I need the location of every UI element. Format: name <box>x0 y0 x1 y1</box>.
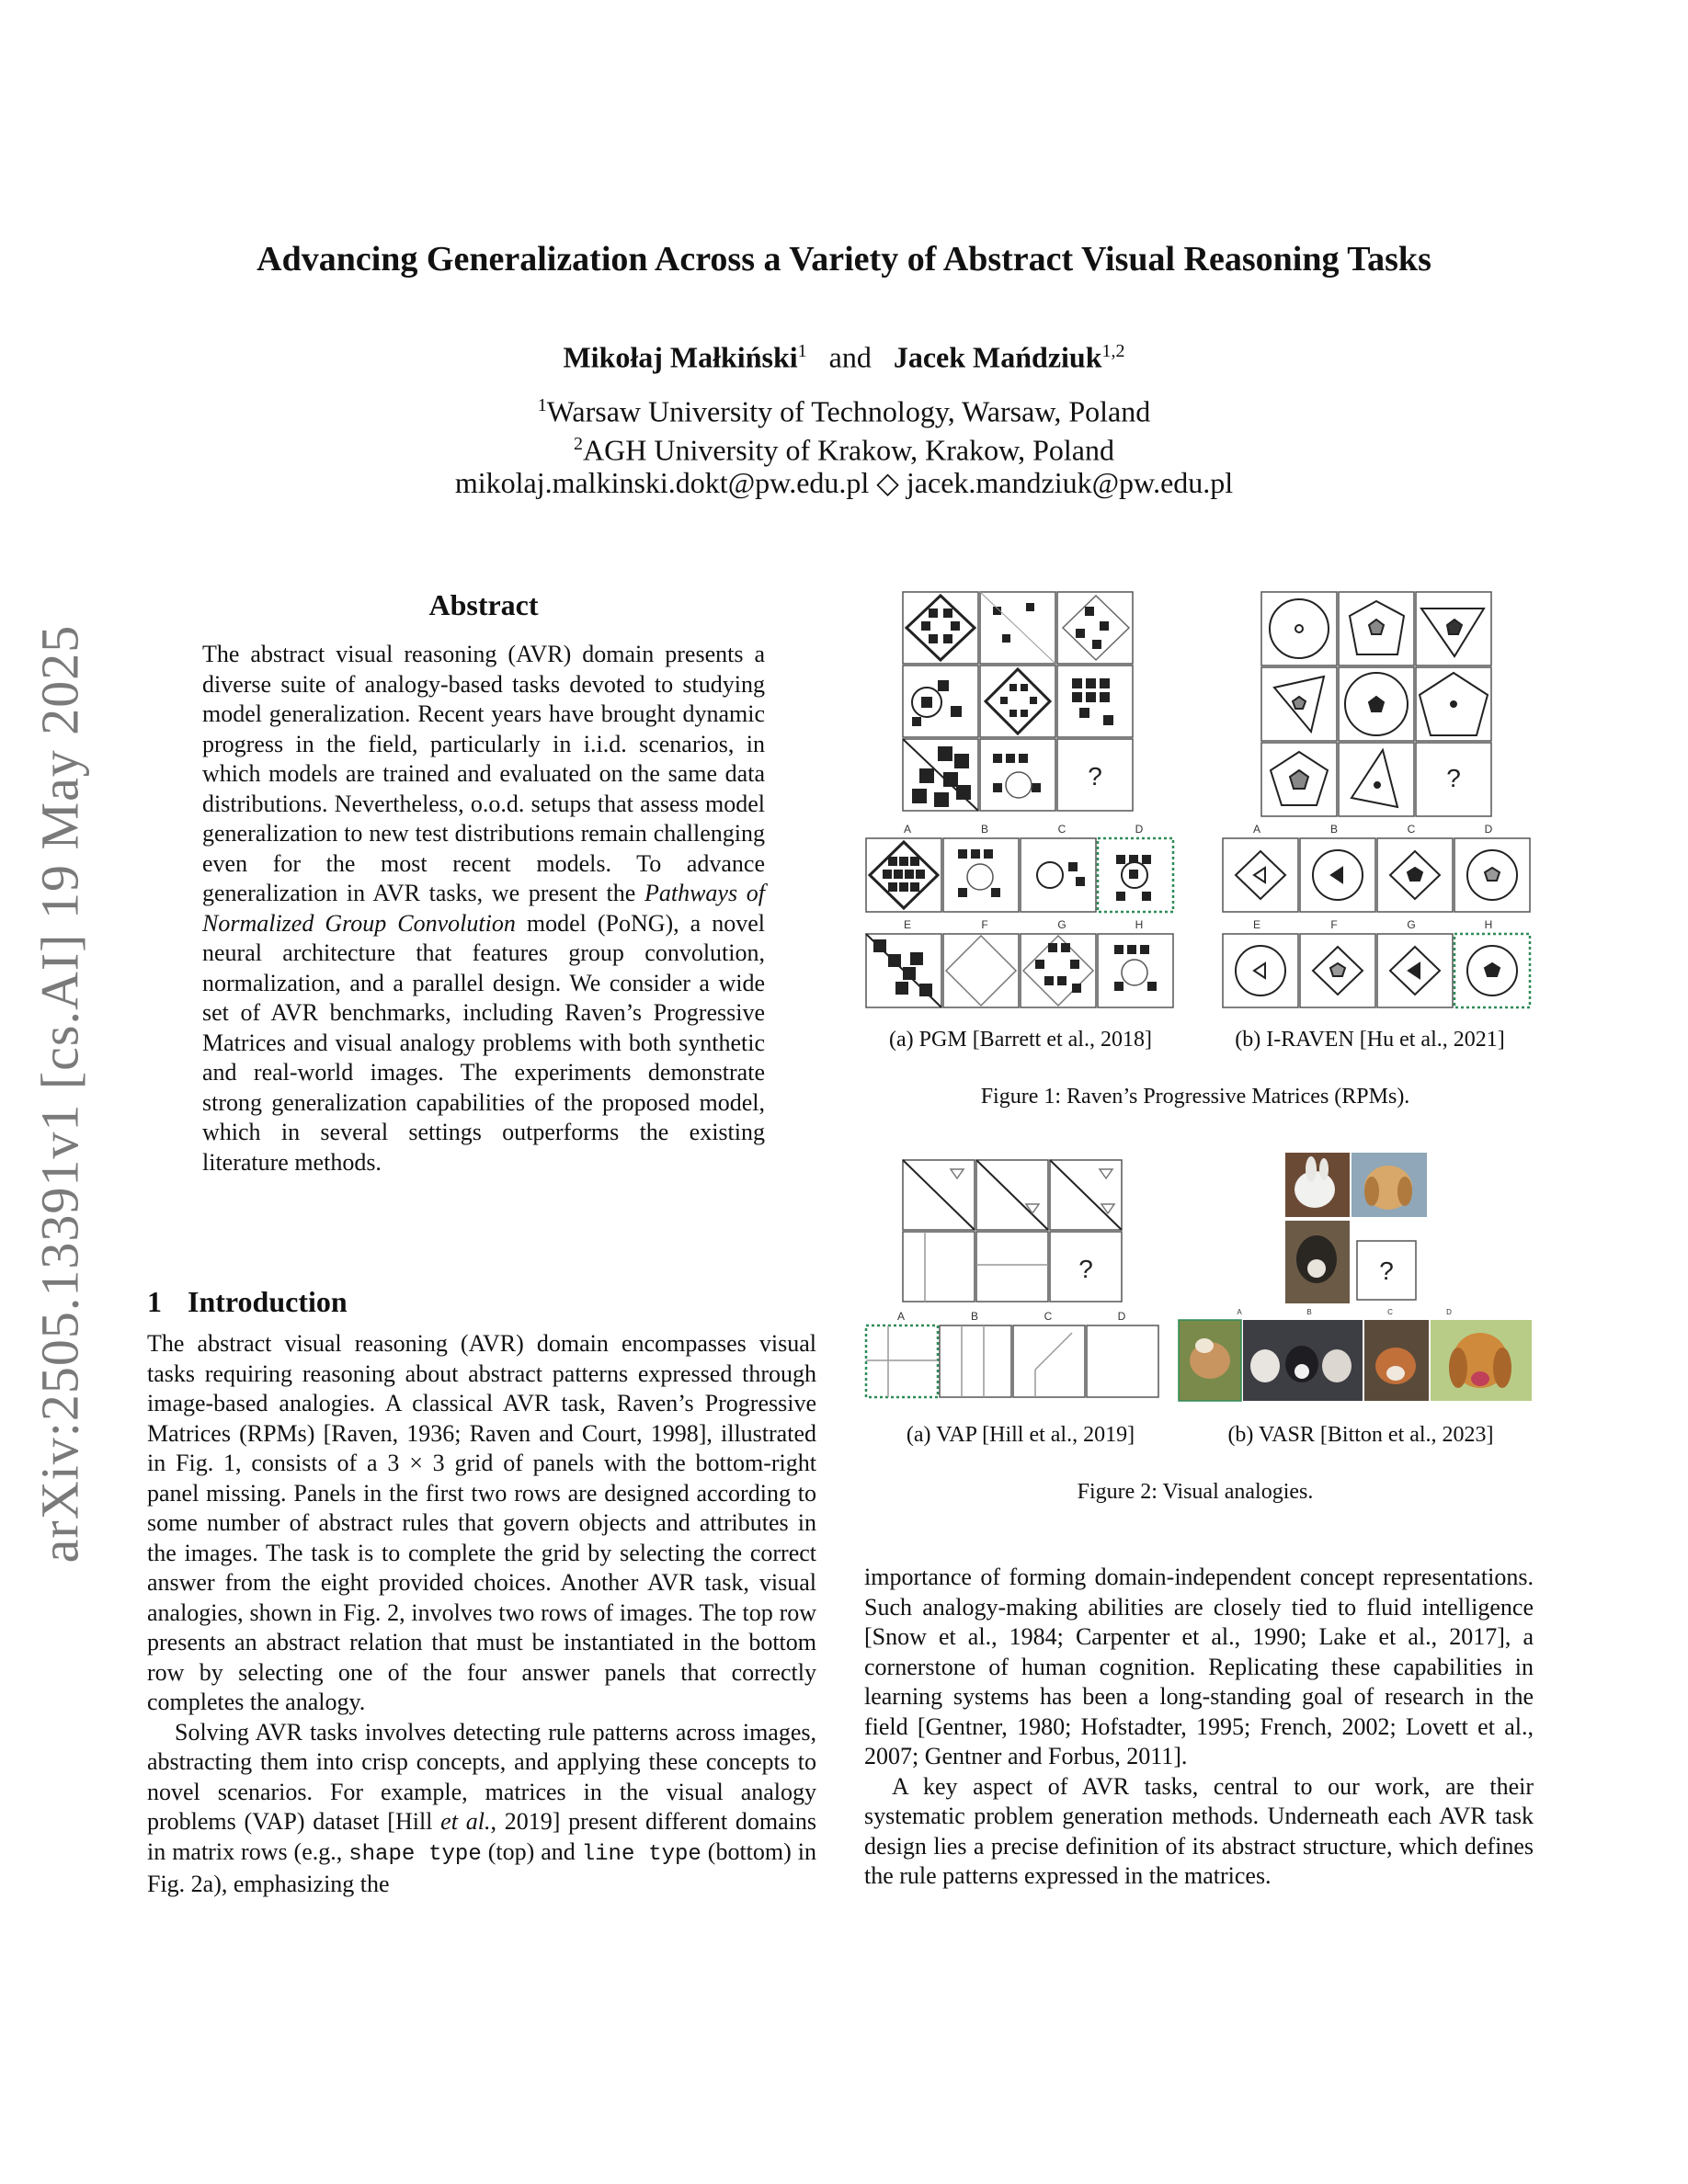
code-line-type: line type <box>581 1841 701 1867</box>
intro-p2-d: (bottom) in Fig. 2a), emphasizing the <box>147 1837 816 1897</box>
iraven-label-b: B <box>1329 823 1339 836</box>
intro-paragraph-1: The abstract visual reasoning (AVR) domain encompasses visual tasks requiring reasoning about abstract patterns expressed through image-based analogies. A classical AVR task, Raven’s Progressive Matrices (RPMs) [Raven, 1936; Raven and Court, 1998], illustrated in Fig. 1, consists of a 3 × 3 grid of panels with the bottom-right panel missing. Panels in the first two rows are designed according to some number of abstract rules that govern objects and attributes in the images. The task is to complete the grid by selecting the correct answer from the eight provided choices. Another AVR task, visual analogies, shown in Fig. 2, involves two rows of images. The top row presents an abstract relation that must be instantiated in the bottom row by selecting one of the four answer panels that correctly completes the analogy. <box>147 1330 816 1715</box>
figure-1a-caption: (a) PGM [Barrett et al., 2018] <box>889 1028 1152 1052</box>
arxiv-sidebar <box>18 597 101 1590</box>
figure-2-caption: Figure 2: Visual analogies. <box>1077 1480 1314 1504</box>
author-2-affil: 1,2 <box>1101 341 1125 361</box>
pgm-label-b: B <box>980 823 989 836</box>
intro-right-column <box>864 1563 1534 1892</box>
vap-label-d: D <box>1117 1310 1126 1323</box>
figure-2b-caption: (b) VASR [Bitton et al., 2023] <box>1227 1423 1494 1447</box>
intro-paragraph-2 <box>147 1718 816 1900</box>
affiliation-1-text: Warsaw University of Technology, Warsaw, Poland <box>546 394 1151 428</box>
vap-question-mark: ? <box>1078 1255 1093 1283</box>
pgm-label-c: C <box>1057 823 1066 836</box>
figure-1-caption: Figure 1: Raven’s Progressive Matrices (RPMs). <box>980 1085 1410 1109</box>
pgm-label-e: E <box>903 918 912 931</box>
code-shape-type: shape type <box>348 1841 482 1867</box>
author-emails: mikolaj.malkinski.dokt@pw.edu.pl ◇ jacek.mandziuk@pw.edu.pl <box>454 466 1234 499</box>
intro-p2-b: , 2019] present different domains in matrix rows (e.g., <box>147 1808 816 1865</box>
abstract-text-1: The abstract visual reasoning (AVR) domain presents a diverse suite of analogy-based tasks devoted to studying model generalization. Recent years have brought dynamic progress in the field, particularly in i.i.d. scenarios, in which models are trained and evaluated on the same data distributions. Nevertheless, o.o.d. setups that assess model generalization to new test distributions remain challenging even for the most recent models. To advance generalization in AVR tasks, we present the <box>202 641 765 906</box>
pgm-label-a: A <box>903 823 912 836</box>
vasr-label-d: D <box>1446 1308 1452 1316</box>
vasr-label-c: C <box>1387 1308 1393 1316</box>
figure-2a-caption: (a) VAP [Hill et al., 2019] <box>906 1423 1135 1447</box>
abstract-heading: Abstract <box>428 588 539 621</box>
abstract-text <box>202 640 765 1177</box>
iraven-label-g: G <box>1407 918 1416 931</box>
abstract-text-2: model (PoNG), a novel neural architecture that features group convolution, normalization, and a parallel design. We consider a wide set of AVR benchmarks, including Raven’s Progressive Matrices and visual analogy problems with both synthetic and real-world images. The experiments demonstrate strong generalization capabilities of the proposed model, which in several settings outperforms the existing literature methods. <box>202 909 765 1176</box>
figure-2-graphic <box>855 1149 1535 1416</box>
intro-p2-a: Solving AVR tasks involves detecting rule patterns across images, abstracting them into crisp concepts, and applying these concepts to novel scenarios. For example, matrices in the visual analogy problems (VAP) dataset [Hill <box>147 1718 816 1835</box>
vap-label-b: B <box>970 1310 979 1323</box>
figure-1b-caption: (b) I-RAVEN [Hu et al., 2021] <box>1235 1028 1505 1052</box>
section-heading-introduction <box>147 1285 348 1319</box>
vasr-context-images <box>1285 1153 1427 1303</box>
pgm-question-mark: ? <box>1088 762 1102 791</box>
vasr-answer-images <box>1179 1320 1532 1401</box>
iraven-label-c: C <box>1407 823 1416 836</box>
iraven-label-e: E <box>1252 918 1261 931</box>
affiliation-1-sup: 1 <box>537 395 547 415</box>
authors-line <box>0 333 1688 376</box>
iraven-label-a: A <box>1252 823 1261 836</box>
intro-paragraph-3: importance of forming domain-independent concept representations. Such analogy-making abilities are closely tied to fluid intelligence [Snow et al., 1984; Carpenter et al., 1990; Lake et al., 2017], a cornerstone of human cognition. Replicating these capabilities in learning systems has been a long-standing goal of research in the field [Gentner, 1980; Hofstadter, 1995; French, 2002; Lovett et al., 2007; Gentner and Forbus, 2011]. <box>864 1564 1534 1769</box>
author-2: Jacek Mańdziuk <box>893 340 1102 374</box>
author-1-affil: 1 <box>797 341 807 361</box>
pgm-label-f: F <box>981 918 988 931</box>
affiliation-2-sup: 2 <box>574 434 584 454</box>
intro-paragraph-4: A key aspect of AVR tasks, central to our work, are their systematic problem generation methods. Underneath each AVR task design lies a precise definition of its abstract structure, which defines the rule patterns expressed in the matrices. <box>864 1772 1534 1889</box>
vap-label-a: A <box>896 1310 906 1323</box>
pgm-label-g: G <box>1057 918 1066 931</box>
section-number: 1 <box>147 1285 162 1318</box>
arxiv-id: arXiv:2505.13391v1 [cs.AI] 19 May 2025 <box>29 624 90 1564</box>
intro-p2-etal: et al. <box>440 1808 491 1835</box>
affiliation-2-text: AGH University of Krakow, Krakow, Poland <box>583 433 1114 467</box>
iraven-question-mark: ? <box>1446 764 1461 792</box>
vap-label-c: C <box>1044 1310 1053 1323</box>
vasr-question-mark: ? <box>1379 1257 1394 1285</box>
author-1: Mikołaj Małkiński <box>563 340 798 374</box>
authors-and: and <box>828 340 872 374</box>
section-title: Introduction <box>188 1285 348 1318</box>
vasr-label-a: A <box>1237 1308 1242 1316</box>
iraven-label-h: H <box>1484 918 1493 931</box>
abstract-model-name: Pathways of Normalized Group Convolution <box>202 880 765 937</box>
figure-1-graphic <box>855 588 1535 1020</box>
vasr-label-b: B <box>1306 1308 1312 1316</box>
pgm-label-h: H <box>1135 918 1144 931</box>
intro-left-column <box>147 1329 816 1900</box>
paper-title: Advancing Generalization Across a Variety of Abstract Visual Reasoning Tasks <box>257 240 1431 279</box>
intro-p2-c: (top) and <box>481 1837 582 1865</box>
iraven-label-f: F <box>1330 918 1338 931</box>
iraven-label-d: D <box>1484 823 1493 836</box>
pgm-label-d: D <box>1135 823 1144 836</box>
